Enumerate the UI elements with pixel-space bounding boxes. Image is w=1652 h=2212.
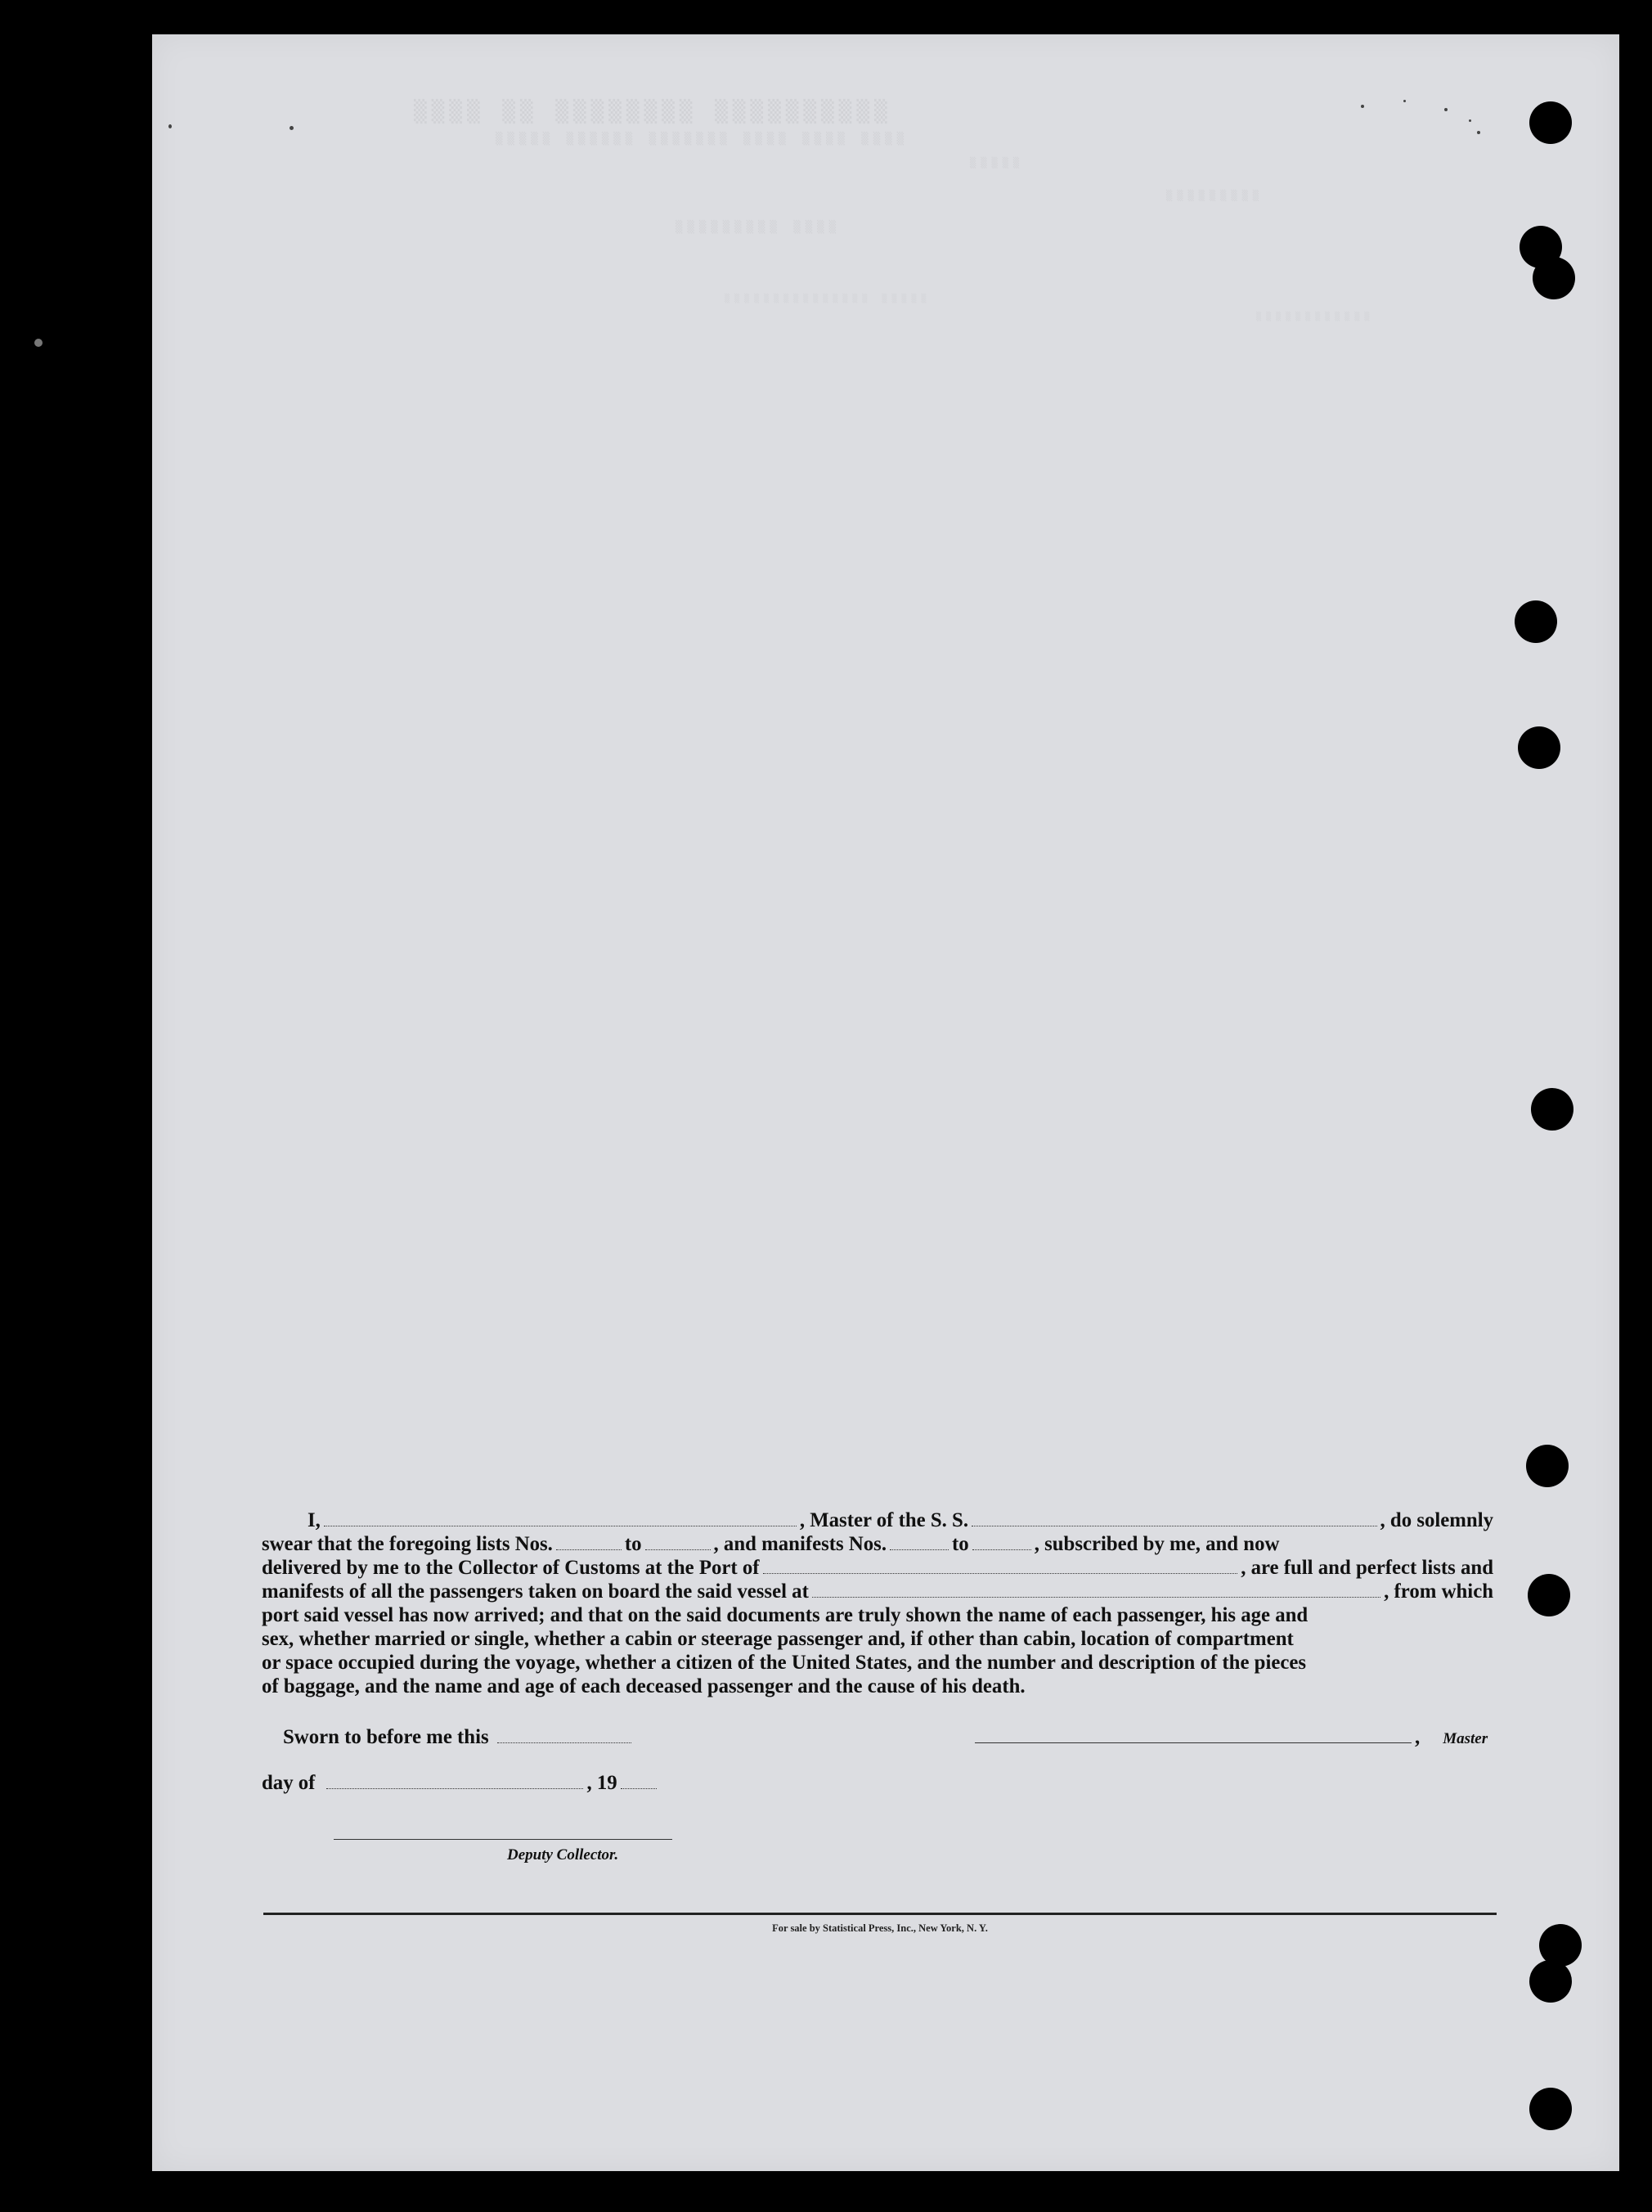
master-row (972, 1726, 1488, 1749)
bleed-through-mark: ▒▒▒▒▒▒▒▒▒ ▒▒▒▒ (676, 221, 842, 234)
manifests-from-blank[interactable] (890, 1549, 949, 1550)
month-blank[interactable] (326, 1787, 583, 1789)
printer-footer: For sale by Statistical Press, Inc., New York, N. Y. (772, 1922, 988, 1934)
oath-text: , subscribed by me, and now (1034, 1533, 1280, 1555)
speck (34, 339, 43, 347)
sworn-row (283, 1726, 635, 1749)
oath-text: I, (308, 1509, 321, 1531)
oath-text: port said vessel has now arrived; and that on the said documents are truly shown the name of each passenger, his age and (262, 1604, 1309, 1626)
document-page (152, 34, 1619, 2171)
oath-text: to (952, 1533, 969, 1555)
oath-line (262, 1627, 1493, 1651)
punch-hole (1529, 2088, 1572, 2130)
manifests-to-blank[interactable] (972, 1549, 1031, 1550)
oath-line (262, 1556, 1493, 1580)
sworn-block (283, 1726, 635, 1749)
speck (1403, 100, 1406, 102)
oath-text: of baggage, and the name and age of each deceased passenger and the cause of his death. (262, 1675, 1026, 1697)
oath-line (262, 1675, 1493, 1698)
year-prefix: , 19 (586, 1772, 617, 1794)
oath-text: or space occupied during the voyage, whether a citizen of the United States, and the number and description of the pieces (262, 1652, 1307, 1674)
sworn-day-blank[interactable] (497, 1742, 631, 1743)
punch-hole (1518, 726, 1560, 769)
bleed-through-mark: ▒▒▒▒▒▒▒▒▒▒▒▒ (1256, 312, 1375, 321)
deputy-signature-line[interactable] (334, 1837, 672, 1840)
master-comma: , (1415, 1726, 1421, 1748)
lists-from-blank[interactable] (556, 1549, 622, 1550)
port-blank[interactable] (763, 1572, 1238, 1574)
speck (1469, 119, 1471, 122)
oath-line (262, 1532, 1493, 1556)
punch-hole (1515, 600, 1557, 643)
punch-hole (1531, 1088, 1573, 1131)
master-signature-blank[interactable] (975, 1742, 1412, 1743)
vessel-name-blank[interactable] (972, 1525, 1377, 1526)
oath-text: swear that the foregoing lists Nos. (262, 1533, 553, 1555)
oath-line (262, 1508, 1493, 1532)
master-label: Master (1443, 1730, 1488, 1747)
day-of-block (262, 1772, 660, 1795)
master-signature-block (972, 1726, 1488, 1749)
oath-text: , are full and perfect lists and (1241, 1557, 1493, 1579)
oath-line (262, 1603, 1493, 1627)
punch-hole (1526, 1445, 1569, 1487)
master-name-blank[interactable] (324, 1525, 797, 1526)
day-of-row (262, 1772, 660, 1795)
punch-hole (1529, 101, 1572, 144)
oath-text: sex, whether married or single, whether a cabin or steerage passenger and, if other than cabin, location of compartment (262, 1628, 1294, 1650)
deputy-collector-label: Deputy Collector. (507, 1846, 619, 1864)
oath-text: , from which (1384, 1580, 1493, 1603)
day-of-label: day of (262, 1772, 316, 1794)
punch-hole (1528, 1574, 1570, 1616)
bleed-through-mark: ▒▒▒▒▒ (970, 157, 1025, 169)
speck (168, 124, 172, 128)
speck (290, 126, 294, 130)
oath-text: , and manifests Nos. (713, 1533, 887, 1555)
oath-line (262, 1580, 1493, 1603)
deputy-collector-label-wrap (507, 1842, 618, 1865)
speck (1477, 131, 1480, 134)
oath-text: delivered by me to the Collector of Customs at the Port of (262, 1557, 760, 1579)
bleed-through-mark: ▒▒▒▒ ▒▒ ▒▒▒▒▒▒▒▒ ▒▒▒▒▒▒▒▒▒▒ (414, 100, 892, 124)
speck (1444, 108, 1448, 111)
master-oath-paragraph (262, 1508, 1493, 1698)
year-blank[interactable] (621, 1787, 657, 1789)
bleed-through-mark: ▒▒▒▒▒▒▒▒▒▒▒▒▒▒▒ ▒▒▒▒▒ (725, 294, 931, 303)
departure-port-blank[interactable] (812, 1596, 1380, 1598)
punch-hole (1529, 1960, 1572, 2003)
lists-to-blank[interactable] (645, 1549, 711, 1550)
bleed-through-mark: ▒▒▒▒▒ ▒▒▒▒▒▒ ▒▒▒▒▒▒▒ ▒▒▒▒ ▒▒▒▒ ▒▒▒▒ (496, 133, 909, 146)
footer-rule (263, 1913, 1497, 1915)
oath-text: , Master of the S. S. (799, 1509, 969, 1531)
oath-line (262, 1651, 1493, 1675)
oath-text: manifests of all the passengers taken on board the said vessel at (262, 1580, 809, 1603)
oath-text: to (624, 1533, 642, 1555)
speck (1361, 105, 1364, 108)
sworn-label: Sworn to before me this (283, 1726, 489, 1748)
bleed-through-mark: ▒▒▒▒▒▒▒▒▒ (1166, 190, 1264, 201)
punch-hole (1533, 257, 1575, 299)
oath-text: , do solemnly (1380, 1509, 1493, 1531)
